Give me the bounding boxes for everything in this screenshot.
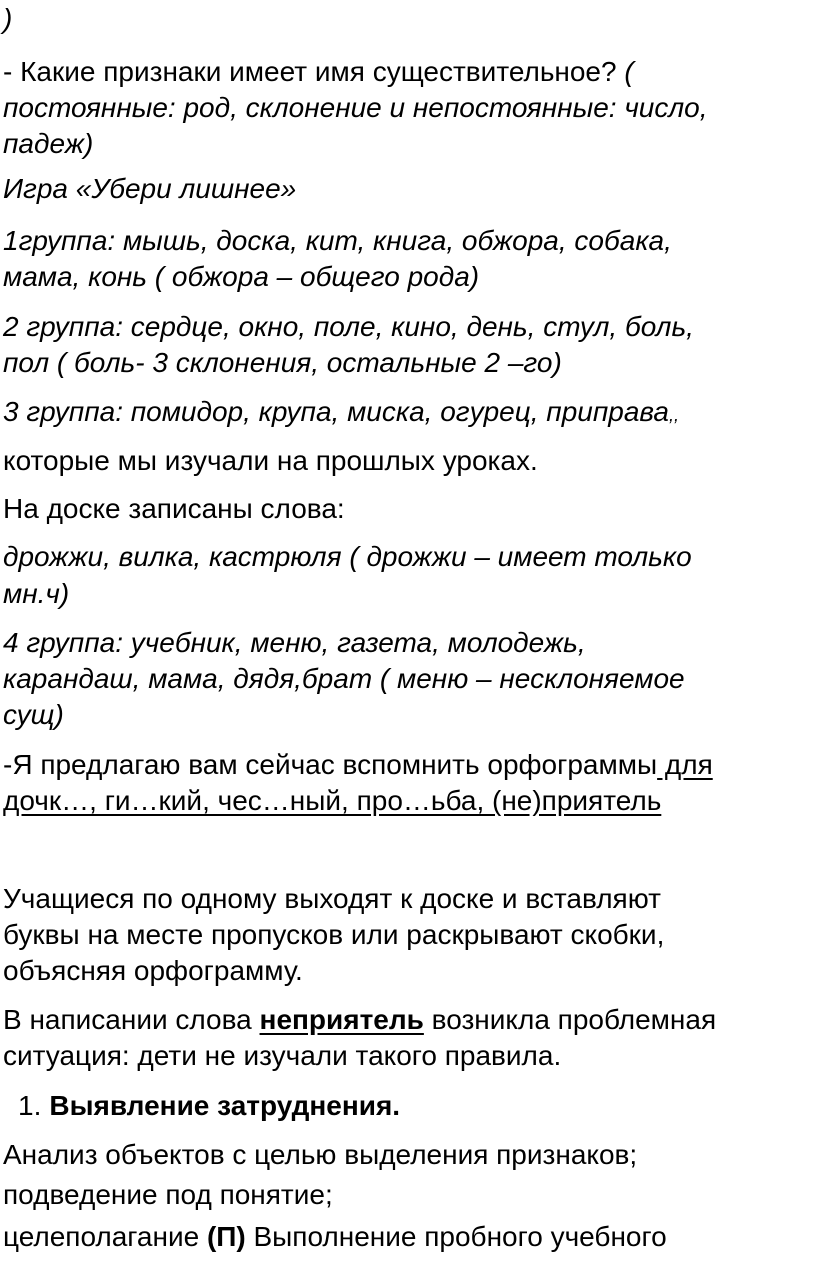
text-line: ситуация: дети не изучали такого правила. (3, 1040, 562, 1071)
text-line: падеж) (3, 128, 94, 159)
keyword: неприятель (259, 1004, 424, 1035)
text-line: 4 группа: учебник, меню, газета, молодежь, (3, 627, 586, 658)
text-line (3, 1220, 667, 1254)
text-line: которые мы изучали на прошлых уроках. (3, 445, 538, 476)
text-line: мн.ч) (3, 578, 70, 609)
text-line: На доске записаны слова: (3, 493, 345, 524)
heading-text: Выявление затруднения. (49, 1090, 401, 1121)
text-line: сущ) (3, 699, 64, 730)
game-title: Игра «Убери лишнее» (3, 173, 297, 204)
text-line: 2 группа: сердце, окно, поле, кино, день, стул, боль, (3, 311, 694, 342)
group-3-text: 3 группа: помидор, крупа, миска, огурец, приправа (3, 396, 669, 427)
text-line: 1группа: мышь, доска, кит, книга, обжора, собака, (3, 225, 672, 256)
text-line (3, 748, 713, 782)
text-line: постоянные: род, склонение и непостоянные: число, (3, 92, 708, 123)
text-line: дрожжи, вилка, кастрюля ( дрожжи – имеет только (3, 541, 692, 572)
question-text: - Какие признаки имеет имя существительное? (3, 56, 625, 87)
list-number: 1. (18, 1090, 42, 1121)
text-line: карандаш, мама, дядя,брат ( меню – несклоняемое (3, 663, 685, 694)
text-line: мама, конь ( обжора – общего рода) (3, 261, 480, 292)
text-line: ) (3, 3, 13, 34)
prompt-text: -Я предлагаю вам сейчас вспомнить орфограммы (3, 749, 658, 780)
text-line: Учащиеся по одному выходят к доске и вставляют (3, 883, 661, 914)
text-line (3, 1003, 716, 1037)
text-line: объясняя орфограмму. (3, 955, 303, 986)
plain-text: возникла проблемная (423, 1004, 717, 1035)
text-line: буквы на месте пропусков или раскрывают скобки, (3, 919, 665, 950)
bold-marker: (П) (206, 1221, 246, 1252)
text-line: подведение под понятие; (3, 1179, 333, 1210)
spelling-words: дочк…, ги…кий, чес…ный, про…ьба, (не)приятель (3, 785, 662, 816)
text-line: Анализ объектов с целью выделения признаков; (3, 1139, 638, 1170)
numbered-heading (18, 1089, 400, 1123)
comma-mark: ,, (668, 405, 679, 425)
text-line (3, 395, 679, 432)
answer-text: ( (624, 56, 634, 87)
plain-text: Выполнение пробного учебного (245, 1221, 667, 1252)
plain-text: В написании слова (3, 1004, 260, 1035)
text-line (3, 55, 634, 89)
text-line: пол ( боль- 3 склонения, остальные 2 –го) (3, 347, 562, 378)
underlined-text: для (657, 749, 713, 780)
plain-text: целеполагание (3, 1221, 207, 1252)
